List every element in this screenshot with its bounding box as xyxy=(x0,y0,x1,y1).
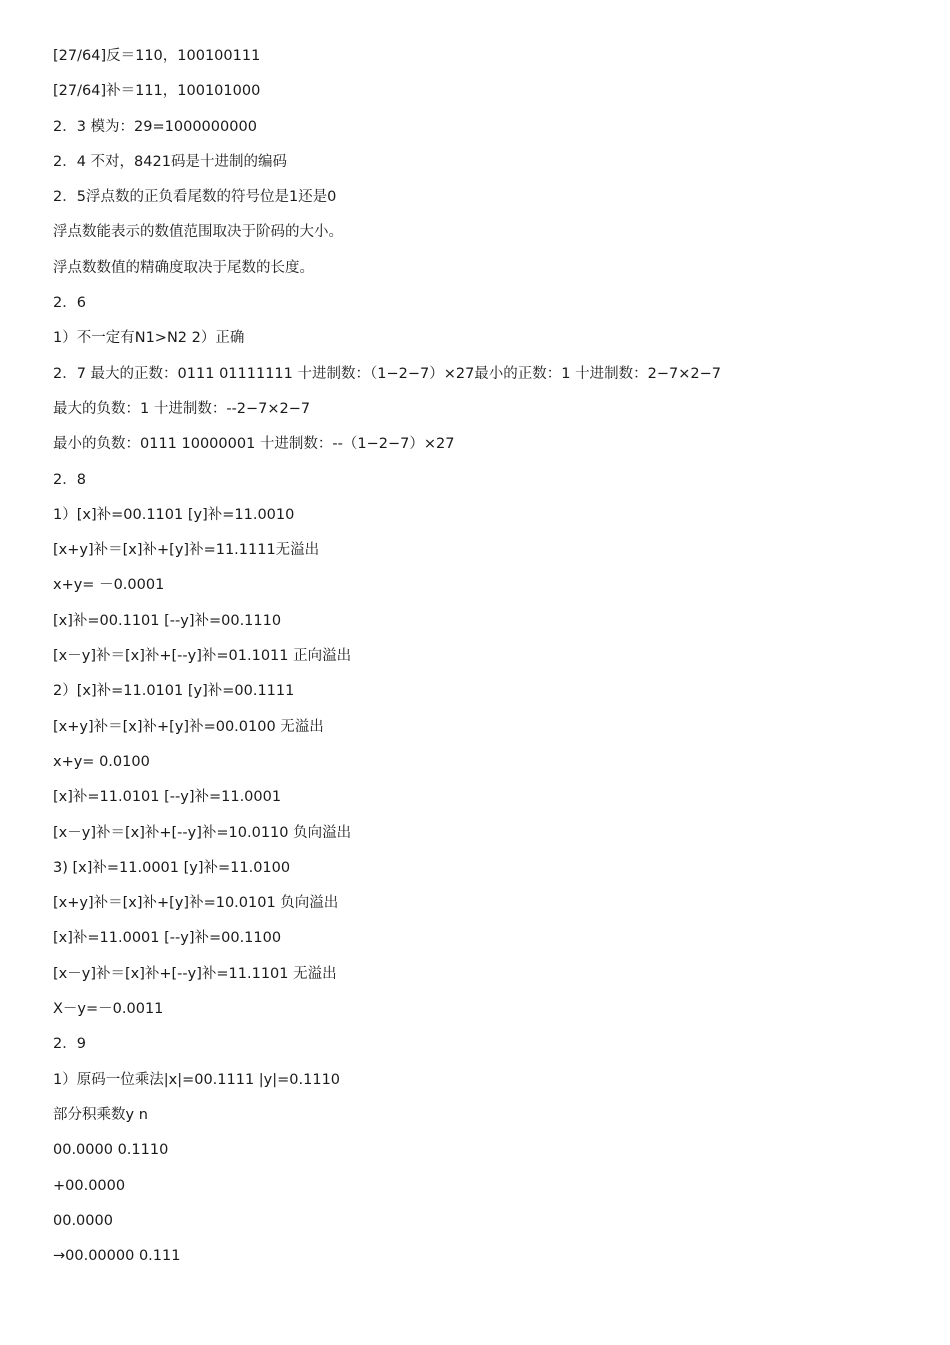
text-line: [x+y]补＝[x]补+[y]补=11.1111无溢出 xyxy=(53,542,320,559)
text-line: 3) [x]补=11.0001 [y]补=11.0100 xyxy=(53,859,291,876)
text-line: 2）[x]补=11.0101 [y]补=00.1111 xyxy=(53,683,295,700)
text-line: [x+y]补＝[x]补+[y]补=00.0100 无溢出 xyxy=(53,718,324,735)
text-line: [x－y]补＝[x]补+[--y]补=01.1011 正向溢出 xyxy=(53,648,352,665)
text-line: 00.0000 0.1110 xyxy=(53,1142,169,1159)
text-line: 最大的负数：1 十进制数：--2−7×2−7 xyxy=(53,400,311,417)
section-heading: 2．9 xyxy=(53,1036,86,1053)
text-line: 2．5浮点数的正负看尾数的符号位是1还是0 xyxy=(53,189,337,206)
text-line: [x－y]补＝[x]补+[--y]补=11.1101 无溢出 xyxy=(53,965,337,982)
text-line: 2．3 模为：29=1000000000 xyxy=(53,118,257,135)
text-line: [27/64]补＝111，100101000 xyxy=(53,83,261,100)
text-line: +00.0000 xyxy=(53,1177,126,1194)
text-line: 浮点数能表示的数值范围取决于阶码的大小。 xyxy=(53,224,343,241)
text-line: 1）[x]补=00.1101 [y]补=11.0010 xyxy=(53,506,295,523)
text-line: [x]补=11.0001 [--y]补=00.1100 xyxy=(53,930,282,947)
text-line: 1）不一定有N1>N2 2）正确 xyxy=(53,330,245,347)
text-line: [x－y]补＝[x]补+[--y]补=10.0110 负向溢出 xyxy=(53,824,352,841)
document-body xyxy=(53,44,913,1279)
text-line: 2．7 最大的正数：0111 01111111 十进制数：（1−2−7）×27最小的正数：1 十进制数：2−7×2−7 xyxy=(53,365,721,382)
section-heading: 2．8 xyxy=(53,471,86,488)
text-line: 部分积乘数y n xyxy=(53,1106,148,1123)
text-line: 00.0000 xyxy=(53,1212,113,1229)
text-line: [x]补=11.0101 [--y]补=11.0001 xyxy=(53,789,282,806)
text-line: [x]补=00.1101 [--y]补=00.1110 xyxy=(53,612,282,629)
text-line: x+y= －0.0001 xyxy=(53,577,165,594)
text-line: x+y= 0.0100 xyxy=(53,753,150,770)
text-line: →00.00000 0.111 xyxy=(53,1248,181,1265)
text-line: 1）原码一位乘法|x|=00.1111 |y|=0.1110 xyxy=(53,1071,341,1088)
text-line: [27/64]反＝110，100100111 xyxy=(53,48,261,64)
text-line: [x+y]补＝[x]补+[y]补=10.0101 负向溢出 xyxy=(53,895,339,912)
text-line: 最小的负数：0111 10000001 十进制数：--（1−2−7）×27 xyxy=(53,436,455,453)
text-line: 2．4 不对，8421码是十进制的编码 xyxy=(53,153,287,170)
text-line: X－y=－0.0011 xyxy=(53,1001,164,1018)
section-heading: 2．6 xyxy=(53,295,86,312)
text-line: 浮点数数值的精确度取决于尾数的长度。 xyxy=(53,259,314,276)
